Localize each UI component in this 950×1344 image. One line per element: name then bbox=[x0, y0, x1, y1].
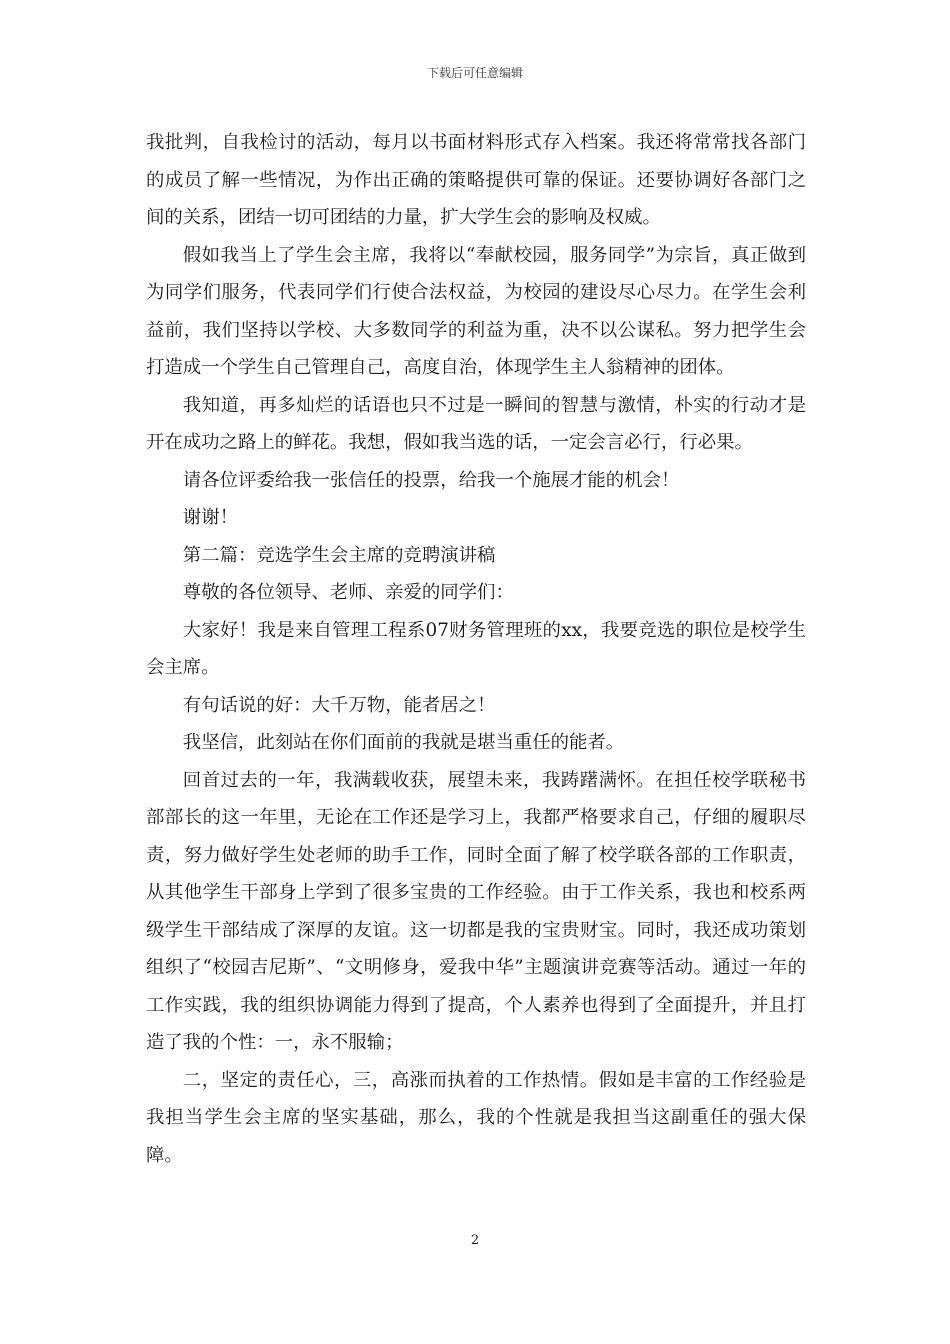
page-header-note: 下载后可任意编辑 bbox=[426, 66, 523, 80]
paragraph-2: 假如我当上了学生会主席，我将以“奉献校园，服务同学”为宗旨，真正做到为同学们服务，代表同学们行使合法权益，为校园的建设尽心尽力。在学生会利益前，我们坚持以学校、大多数同学的利益为重，决不以公谋私。努力把学生会打造成一个学生自己管理自己，高度自治，体现学生主人翁精神的团体。 bbox=[146, 244, 806, 378]
paragraph-8: 大家好！我是来自管理工程系07财务管理班的xx，我要竞选的职位是校学生会主席。 bbox=[146, 619, 806, 678]
paragraph-4: 请各位评委给我一张信任的投票，给我一个施展才能的机会！ bbox=[182, 469, 680, 491]
salutation: 尊敬的各位领导、老师、亲爱的同学们： bbox=[182, 582, 514, 603]
section-title: 第二篇：竞选学生会主席的竞聘演讲稿 bbox=[182, 544, 496, 566]
paragraph-10: 我坚信，此刻站在你们面前的我就是堪当重任的能者。 bbox=[182, 732, 625, 753]
paragraph-12: 二，坚定的责任心，三，高涨而执着的工作热情。假如是丰富的工作经验是我担当学生会主席的坚实基础，那么，我的个性就是我担当这副重任的强大保障。 bbox=[146, 1069, 806, 1166]
paragraph-11: 回首过去的一年，我满载收获，展望未来，我踌躇满怀。在担任校学联秘书部部长的这一年里，无论在工作还是学习上，我都严格要求自己，仔细的履职尽责，努力做好学生处老师的助手工作，同时全面了解了校学联各部的工作职责，从其他学生干部身上学到了很多宝贵的工作经验。由于工作关系，我也和校系两级学生干部结成了深厚的友谊。这一切都是我的宝贵财宝。同时，我还成功策划组织了“校园吉尼斯”、“文明修身，爱我中华”主题演讲竞赛等活动。通过一年的工作实践，我的组织协调能力得到了提高，个人素养也得到了全面提升，并且打造了我的个性：一，永不服输； bbox=[146, 769, 806, 1053]
page-number: 2 bbox=[470, 1233, 480, 1248]
paragraph-9: 有句话说的好：大千万物，能者居之！ bbox=[182, 694, 496, 716]
document-body bbox=[146, 124, 806, 1174]
paragraph-5: 谢谢！ bbox=[182, 507, 238, 528]
paragraph-3: 我知道，再多灿烂的话语也只不过是一瞬间的智慧与激情，朴实的行动才是开在成功之路上的鲜花。我想，假如我当选的话，一定会言必行，行必果。 bbox=[146, 394, 806, 453]
paragraph-1: 我批判，自我检讨的活动，每月以书面材料形式存入档案。我还将常常找各部门的成员了解一些情况，为作出正确的策略提供可靠的保证。还要协调好各部门之间的关系，团结一切可团结的力量，扩大学生会的影响及权威。 bbox=[146, 132, 806, 228]
